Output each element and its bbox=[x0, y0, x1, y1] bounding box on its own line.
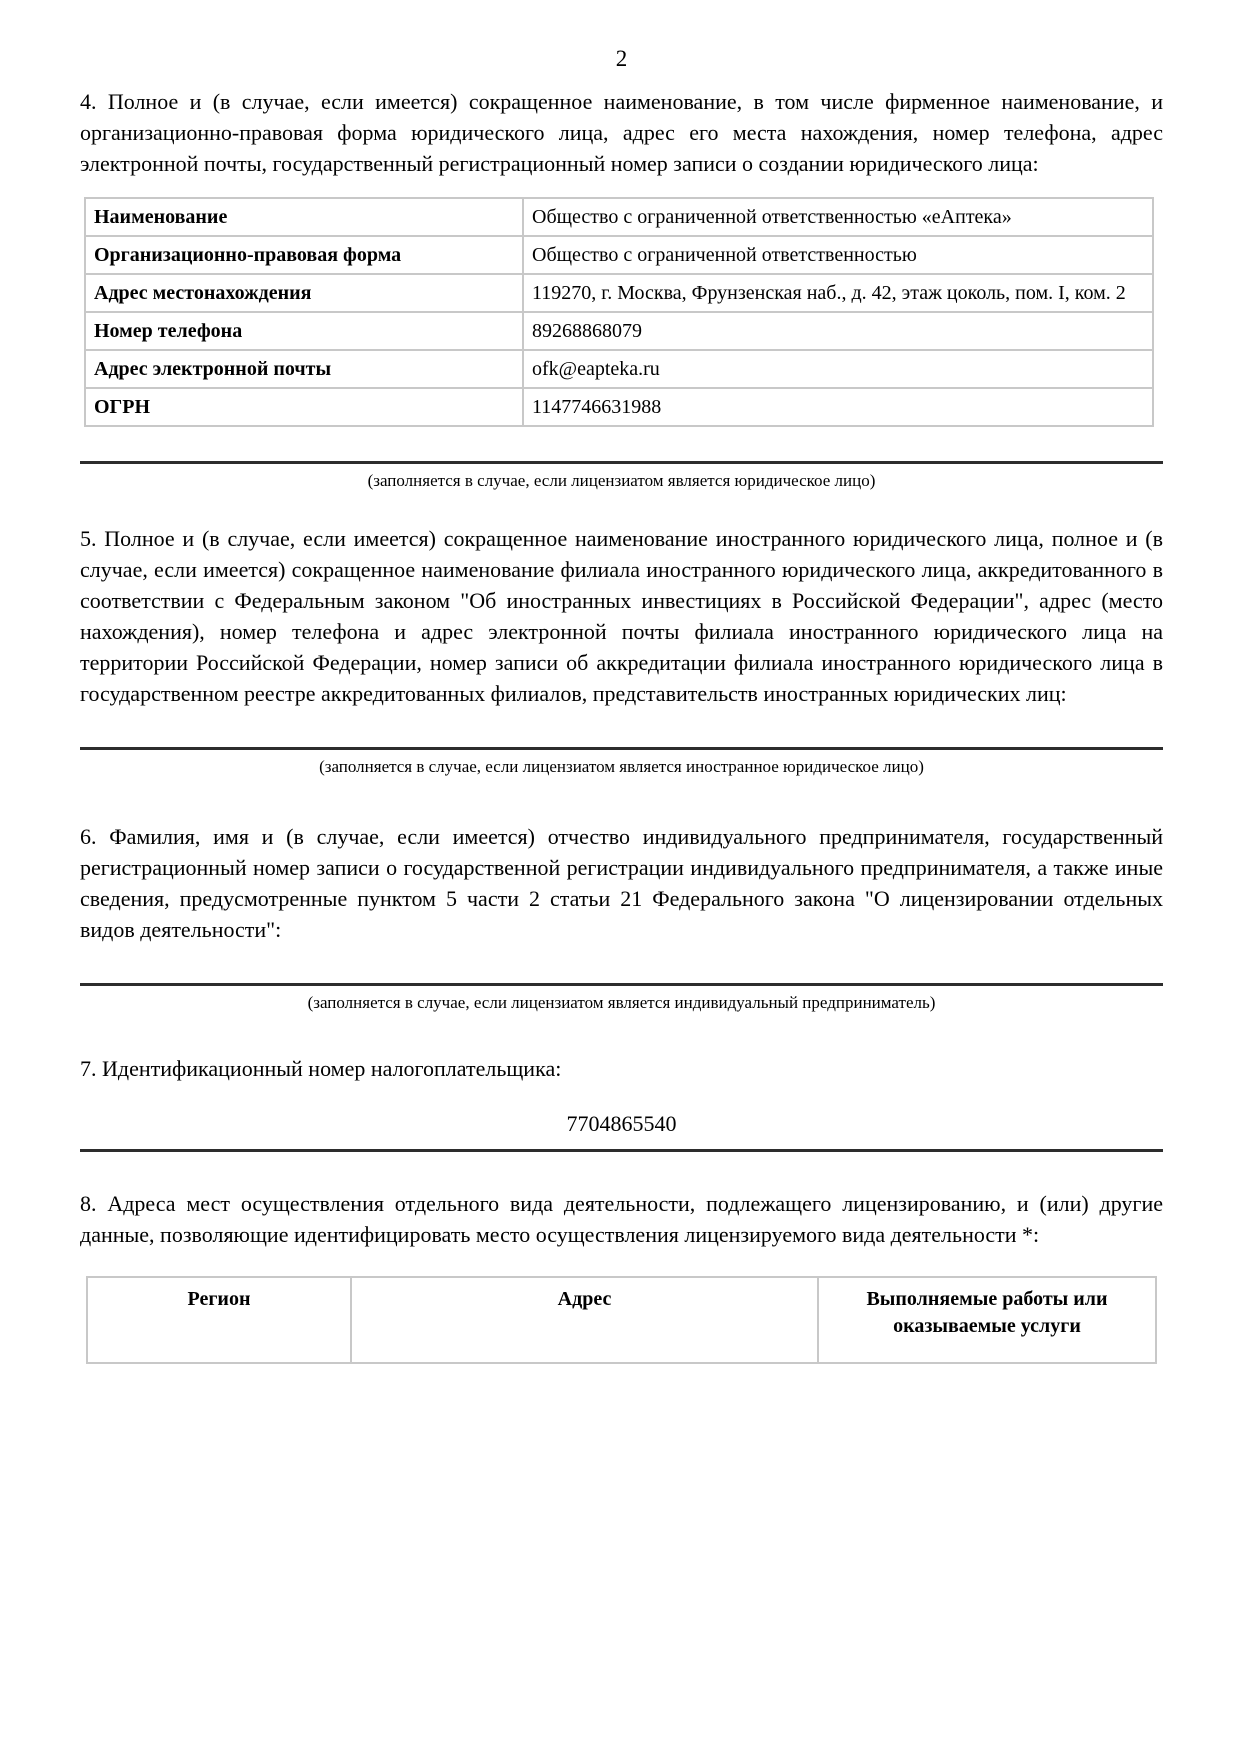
row-label: Организационно-правовая форма bbox=[85, 236, 523, 274]
row-label: Номер телефона bbox=[85, 312, 523, 350]
paragraph-7: 7. Идентификационный номер налогоплательщика: bbox=[80, 1056, 562, 1081]
table-row bbox=[85, 312, 1153, 350]
row-label: ОГРН bbox=[85, 388, 523, 426]
row-value: 1147746631988 bbox=[523, 388, 1153, 426]
row-label: Наименование bbox=[85, 198, 523, 236]
paragraph-6: 6. Фамилия, имя и (в случае, если имеется) отчество индивидуального предпринимателя, государственный регистрационный номер записи о государственной регистрации индивидуального предпринимателя, а также иные сведения, предусмотренные пунктом 5 части 2 статьи 21 Федерального закона "О лицензировании отдельных видов деятельности": bbox=[80, 824, 1163, 942]
header-address: Адрес bbox=[351, 1277, 818, 1363]
table-row bbox=[85, 198, 1153, 236]
row-value: ofk@eapteka.ru bbox=[523, 350, 1153, 388]
table-row bbox=[85, 236, 1153, 274]
address-table bbox=[86, 1276, 1157, 1364]
inn-underline bbox=[80, 1149, 1163, 1152]
table-row bbox=[85, 388, 1153, 426]
row-value: Общество с ограниченной ответственностью bbox=[523, 236, 1153, 274]
section-divider bbox=[80, 461, 1163, 464]
divider-caption-foreign-entity: (заполняется в случае, если лицензиатом является иностранное юридическое лицо) bbox=[319, 757, 924, 776]
inn-value: 7704865540 bbox=[566, 1111, 677, 1136]
paragraph-8: 8. Адреса мест осуществления отдельного вида деятельности, подлежащего лицензированию, и (или) другие данные, позволяющие идентифицировать место осуществления лицензируемого вида деятельности *: bbox=[80, 1191, 1163, 1247]
table-header-row bbox=[87, 1277, 1156, 1363]
divider-caption-legal-entity: (заполняется в случае, если лицензиатом является юридическое лицо) bbox=[367, 471, 876, 490]
row-label: Адрес электронной почты bbox=[85, 350, 523, 388]
table-row bbox=[85, 274, 1153, 312]
page-number: 2 bbox=[615, 46, 628, 71]
table-row bbox=[85, 350, 1153, 388]
paragraph-4: 4. Полное и (в случае, если имеется) сокращенное наименование, в том числе фирменное наименование, и организационно-правовая форма юридического лица, адрес его места нахождения, номер телефона, адрес электронной почты, государственный регистрационный номер записи о создании юридического лица: bbox=[80, 89, 1163, 176]
section-divider bbox=[80, 747, 1163, 750]
row-label: Адрес местонахождения bbox=[85, 274, 523, 312]
row-value: 119270, г. Москва, Фрунзенская наб., д. 42, этаж цоколь, пом. I, ком. 2 bbox=[523, 274, 1153, 312]
row-value: Общество с ограниченной ответственностью «еАптека» bbox=[523, 198, 1153, 236]
header-works: Выполняемые работы или оказываемые услуги bbox=[818, 1277, 1156, 1363]
divider-caption-entrepreneur: (заполняется в случае, если лицензиатом является индивидуальный предприниматель) bbox=[307, 993, 936, 1012]
org-info-table bbox=[84, 197, 1154, 427]
row-value: 89268868079 bbox=[523, 312, 1153, 350]
header-region: Регион bbox=[87, 1277, 351, 1363]
section-divider bbox=[80, 983, 1163, 986]
paragraph-5: 5. Полное и (в случае, если имеется) сокращенное наименование иностранного юридического лица, полное и (в случае, если имеется) сокращенное наименование филиала иностранного юридического лица, аккредитованного в соответствии с Федеральным законом "Об иностранных инвестициях в Российской Федерации", адрес (место нахождения), номер телефона и адрес электронной почты филиала иностранного юридического лица на территории Российской Федерации, номер записи об аккредитации филиала иностранного юридического лица в государственном реестре аккредитованных филиалов, представительств иностранных юридических лиц: bbox=[80, 526, 1163, 706]
